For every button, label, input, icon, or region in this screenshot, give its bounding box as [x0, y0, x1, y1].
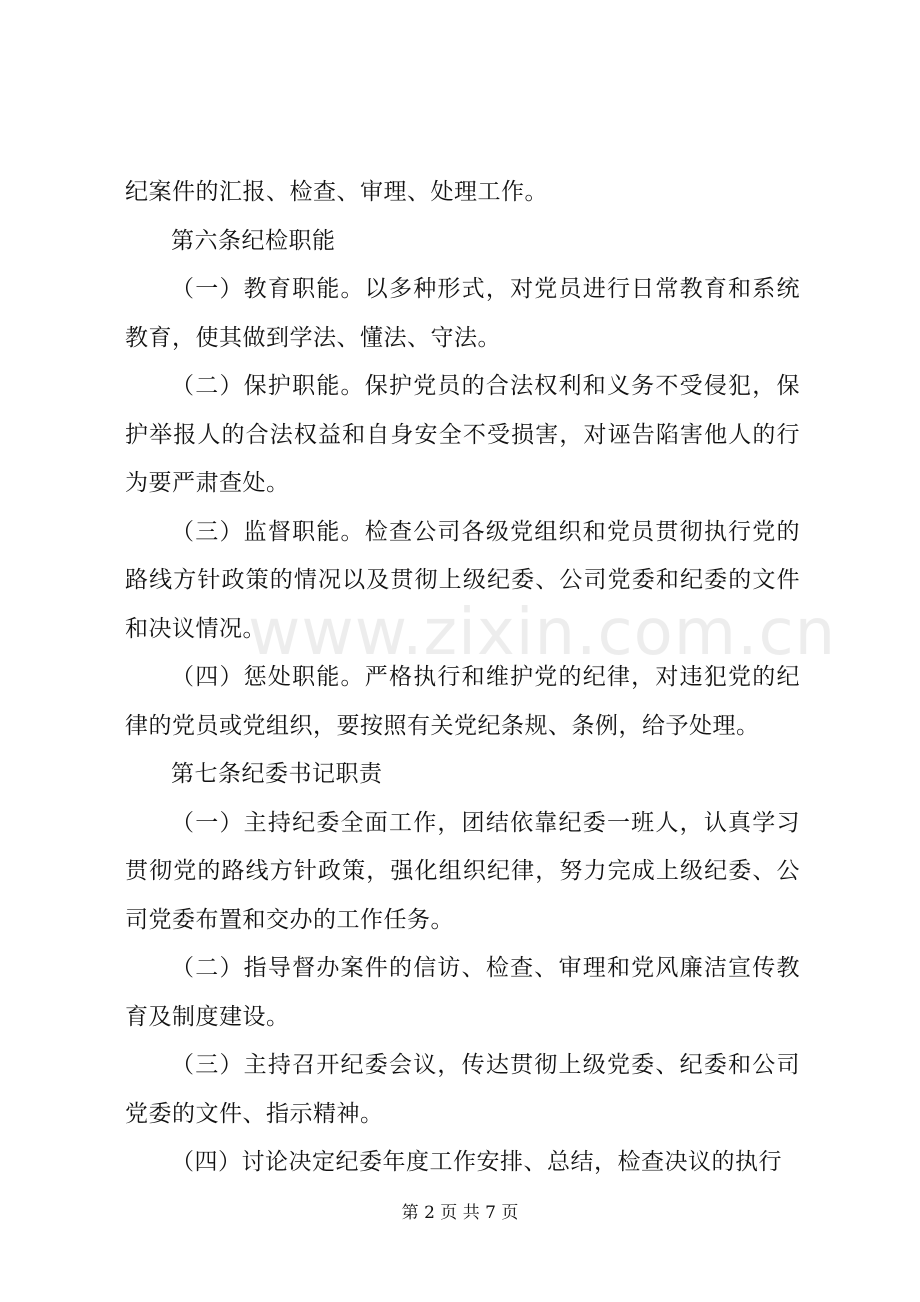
paragraph-5: （三）监督职能。检查公司各级党组织和党员贯彻执行党的路线方针政策的情况以及贯彻上级纪委、公司党委和纪委的文件和决议情况。: [125, 518, 800, 642]
paragraph-9: （二）指导督办案件的信访、检查、审理和党风廉洁宣传教育及制度建设。: [125, 955, 800, 1030]
document-body: [125, 168, 800, 1187]
paragraph-4: （二）保护职能。保护党员的合法权利和义务不受侵犯，保护举报人的合法权益和自身安全不受损害，对诬告陷害他人的行为要严肃查处。: [125, 373, 800, 496]
paragraph-2-heading: 第六条纪检职能: [171, 227, 336, 254]
paragraph-10: （三）主持召开纪委会议，传达贯彻上级党委、纪委和公司党委的文件、指示精神。: [125, 1052, 800, 1127]
paragraph-3: （一）教育职能。以多种形式，对党员进行日常教育和系统教育，使其做到学法、懂法、守法。: [125, 276, 800, 351]
paragraph-7-heading: 第七条纪委书记职责: [171, 761, 383, 787]
watermark: www.zixin.com.cn: [248, 596, 837, 670]
page-footer: 第 2 页 共 7 页: [401, 1203, 519, 1223]
paragraph-6: （四）惩处职能。严格执行和维护党的纪律，对违犯党的纪律的党员或党组织，要按照有关党纪条规、条例，给予处理。: [125, 664, 800, 739]
paragraph-1: 纪案件的汇报、检查、审理、处理工作。: [125, 179, 548, 205]
paragraph-8: （一）主持纪委全面工作，团结依靠纪委一班人，认真学习贯彻党的路线方针政策，强化组织纪律，努力完成上级纪委、公司党委布置和交办的工作任务。: [125, 809, 800, 933]
paragraph-11: （四）讨论决定纪委年度工作安排、总结，检查决议的执行: [171, 1149, 782, 1175]
